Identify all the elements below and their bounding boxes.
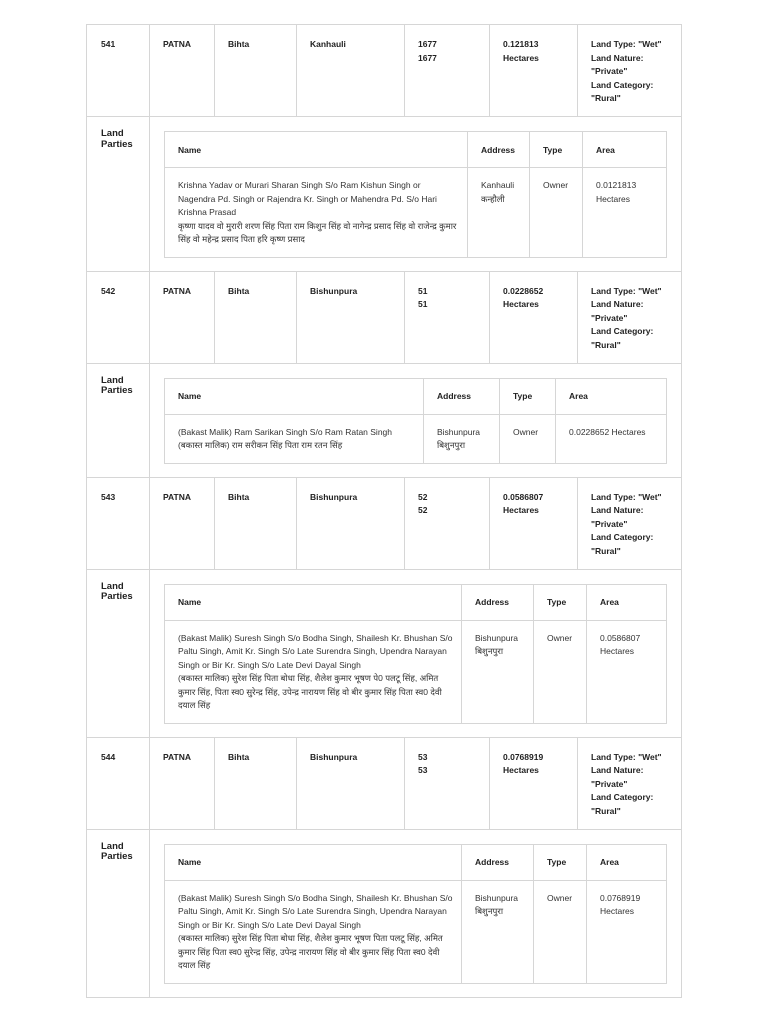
party-name-hi: (बकास्त मालिक) सुरेश सिंह पिता बोधा सिंह, शैलेश कुमार भूषण पे0 पलटू सिंह, अमित कुमार सिंह, पिता स्व0 सुरेन्द्र सिंह, उपेन्द्र नारायण सिंह वो बीर कुमार सिंह पिता स्व0 देवी दयाल सिंह bbox=[178, 673, 442, 710]
address-header: Address bbox=[462, 844, 534, 880]
plot-area bbox=[490, 272, 578, 363]
party-area: 0.0586807 Hectares bbox=[587, 620, 667, 723]
plot-number: 53 bbox=[418, 751, 428, 762]
table-row bbox=[165, 414, 667, 463]
party-type: Owner bbox=[534, 880, 587, 983]
record-row bbox=[86, 271, 682, 363]
land-parties-section bbox=[86, 569, 682, 737]
plot-number: 51 bbox=[418, 285, 428, 296]
circle: Bihta bbox=[215, 738, 297, 829]
mauza: Bishunpura bbox=[297, 738, 405, 829]
land-nature-label: Land Nature: bbox=[591, 52, 644, 63]
serial-number: 543 bbox=[87, 478, 150, 569]
land-parties-section bbox=[86, 829, 682, 997]
name-header: Name bbox=[165, 584, 462, 620]
land-nature-label: Land Nature: bbox=[591, 299, 644, 309]
table-header-row bbox=[165, 584, 667, 620]
area-header: Area bbox=[583, 132, 667, 168]
area-value: 0.0768919 bbox=[503, 751, 544, 762]
land-nature: "Private" bbox=[591, 66, 628, 76]
land-parties-section bbox=[86, 116, 682, 271]
area-header: Area bbox=[587, 584, 667, 620]
table-header-row bbox=[165, 844, 667, 880]
type-header: Type bbox=[500, 378, 556, 414]
party-name-hi: (बकास्त मालिक) राम सरीकन सिंह पिता राम रतन सिंह bbox=[178, 440, 343, 450]
circle: Bihta bbox=[215, 25, 297, 116]
serial-number: 542 bbox=[87, 272, 150, 363]
parties-table bbox=[164, 131, 667, 258]
land-info bbox=[578, 738, 681, 829]
plot-area bbox=[490, 478, 578, 569]
plot-numbers bbox=[405, 272, 490, 363]
land-category: "Rural" bbox=[591, 93, 621, 103]
land-type: Land Type: "Wet" bbox=[591, 285, 662, 296]
party-address bbox=[462, 620, 534, 723]
party-name bbox=[165, 168, 468, 258]
address-en: Bishunpura bbox=[475, 632, 519, 643]
area-unit: Hectares bbox=[503, 299, 539, 309]
table-row bbox=[165, 880, 667, 983]
plot-number: 52 bbox=[418, 505, 428, 515]
record-row bbox=[86, 737, 682, 829]
party-name-en: (Bakast Malik) Suresh Singh S/o Bodha Singh, Shailesh Kr. Bhushan S/o Paltu Singh, Amit Kr. Singh S/o Late Surendra Singh, Upendra Narayan Singh or Bir Kr. Singh S/o Late Devi Dayal Singh bbox=[178, 892, 453, 930]
area-header: Area bbox=[587, 844, 667, 880]
address-en: Bishunpura bbox=[437, 426, 481, 437]
party-address bbox=[462, 880, 534, 983]
record-row bbox=[86, 477, 682, 569]
land-category-label: Land Category: bbox=[591, 792, 654, 802]
mauza: Bishunpura bbox=[297, 272, 405, 363]
table-row bbox=[165, 168, 667, 258]
name-header: Name bbox=[165, 844, 462, 880]
land-type: Land Type: "Wet" bbox=[591, 39, 662, 49]
land-parties-label: Land Parties bbox=[87, 830, 150, 997]
plot-numbers bbox=[405, 478, 490, 569]
party-address bbox=[424, 414, 500, 463]
land-category-label: Land Category: bbox=[591, 79, 654, 90]
party-type: Owner bbox=[530, 168, 583, 258]
area-unit: Hectares bbox=[503, 765, 539, 775]
area-value: 0.0586807 bbox=[503, 491, 544, 502]
plot-number: 1677 bbox=[418, 52, 437, 63]
parties-table bbox=[164, 378, 667, 464]
land-nature: "Private" bbox=[591, 778, 628, 789]
plot-numbers bbox=[405, 738, 490, 829]
party-name bbox=[165, 620, 462, 723]
land-parties-label: Land Parties bbox=[87, 117, 150, 271]
district: PATNA bbox=[150, 25, 215, 116]
area-value: 0.121813 bbox=[503, 39, 539, 49]
party-type: Owner bbox=[534, 620, 587, 723]
area-unit: Hectares bbox=[503, 52, 539, 63]
land-nature: "Private" bbox=[591, 518, 628, 529]
land-info bbox=[578, 478, 681, 569]
address-hi: बिशुनपुरा bbox=[475, 906, 504, 916]
party-name-en: (Bakast Malik) Suresh Singh S/o Bodha Singh, Shailesh Kr. Bhushan S/o Paltu Singh, Amit Kr. Singh S/o Late Surendra Singh, Upendra Narayan Singh or Bir Kr. Singh S/o Late Devi Dayal Singh bbox=[178, 632, 453, 670]
plot-area bbox=[490, 738, 578, 829]
table-row bbox=[165, 620, 667, 723]
land-category: "Rural" bbox=[591, 545, 621, 556]
type-header: Type bbox=[534, 584, 587, 620]
plot-area bbox=[490, 25, 578, 116]
circle: Bihta bbox=[215, 478, 297, 569]
party-address bbox=[468, 168, 530, 258]
party-name bbox=[165, 880, 462, 983]
plot-numbers bbox=[405, 25, 490, 116]
party-type: Owner bbox=[500, 414, 556, 463]
land-nature: "Private" bbox=[591, 312, 628, 323]
mauza: Bishunpura bbox=[297, 478, 405, 569]
table-header-row bbox=[165, 378, 667, 414]
parties-table bbox=[164, 844, 667, 984]
document-bottom-border bbox=[86, 997, 682, 998]
address-hi: बिशुनपुरा bbox=[437, 440, 466, 450]
address-header: Address bbox=[468, 132, 530, 168]
name-header: Name bbox=[165, 132, 468, 168]
land-category-label: Land Category: bbox=[591, 326, 654, 336]
land-type: Land Type: "Wet" bbox=[591, 491, 662, 502]
address-en: Kanhauli bbox=[481, 180, 515, 190]
address-header: Address bbox=[462, 584, 534, 620]
name-header: Name bbox=[165, 378, 424, 414]
address-en: Bishunpura bbox=[475, 892, 519, 903]
land-info bbox=[578, 272, 681, 363]
mauza: Kanhauli bbox=[297, 25, 405, 116]
plot-number: 53 bbox=[418, 765, 428, 775]
parties-table bbox=[164, 584, 667, 724]
address-hi: कन्हौली bbox=[481, 193, 505, 204]
land-category: "Rural" bbox=[591, 805, 621, 816]
land-parties-section bbox=[86, 363, 682, 477]
land-type: Land Type: "Wet" bbox=[591, 751, 662, 762]
party-name-hi: (बकास्त मालिक) सुरेश सिंह पिता बोधा सिंह, शैलेश कुमार भूषण पिता पलटू सिंह, अमित कुमार सिंह पिता स्व0 सुरेन्द्र सिंह, उपेन्द्र नारायण सिंह वो बीर कुमार सिंह पिता स्व0 देवी दयाल सिंह bbox=[178, 933, 443, 970]
type-header: Type bbox=[530, 132, 583, 168]
party-area: 0.0121813 Hectares bbox=[583, 168, 667, 258]
land-info bbox=[578, 25, 681, 116]
circle: Bihta bbox=[215, 272, 297, 363]
land-nature-label: Land Nature: bbox=[591, 765, 644, 775]
land-parties-label: Land Parties bbox=[87, 570, 150, 737]
land-records-document bbox=[86, 24, 682, 998]
area-header: Area bbox=[556, 378, 667, 414]
plot-number: 1677 bbox=[418, 39, 437, 49]
land-category: "Rural" bbox=[591, 339, 621, 350]
land-parties-label: Land Parties bbox=[87, 364, 150, 477]
party-area: 0.0768919 Hectares bbox=[587, 880, 667, 983]
record-row bbox=[86, 24, 682, 116]
serial-number: 541 bbox=[87, 25, 150, 116]
plot-number: 52 bbox=[418, 491, 428, 502]
party-name-en: (Bakast Malik) Ram Sarikan Singh S/o Ram Ratan Singh bbox=[178, 426, 393, 437]
district: PATNA bbox=[150, 478, 215, 569]
party-name-en: Krishna Yadav or Murari Sharan Singh S/o Ram Kishun Singh or Nagendra Pd. Singh or Rajendra Kr. Singh or Mahendra Pd. S/o Hari Krishna Prasad bbox=[178, 180, 437, 217]
land-nature-label: Land Nature: bbox=[591, 505, 644, 515]
party-name bbox=[165, 414, 424, 463]
address-hi: बिशुनपुरा bbox=[475, 646, 504, 656]
party-name-hi: कृष्णा यादव वो मुरारी शरण सिंह पिता राम किशुन सिंह वो नागेन्द्र प्रसाद सिंह वो राजेन्द्र कुमार सिंह वो महेन्द्र प्रसाद पिता हरि कृष्ण प्रसाद bbox=[178, 220, 457, 244]
district: PATNA bbox=[150, 272, 215, 363]
address-header: Address bbox=[424, 378, 500, 414]
table-header-row bbox=[165, 132, 667, 168]
district: PATNA bbox=[150, 738, 215, 829]
area-unit: Hectares bbox=[503, 505, 539, 515]
land-category-label: Land Category: bbox=[591, 532, 654, 542]
serial-number: 544 bbox=[87, 738, 150, 829]
type-header: Type bbox=[534, 844, 587, 880]
plot-number: 51 bbox=[418, 299, 428, 309]
area-value: 0.0228652 bbox=[503, 285, 544, 296]
party-area: 0.0228652 Hectares bbox=[556, 414, 667, 463]
